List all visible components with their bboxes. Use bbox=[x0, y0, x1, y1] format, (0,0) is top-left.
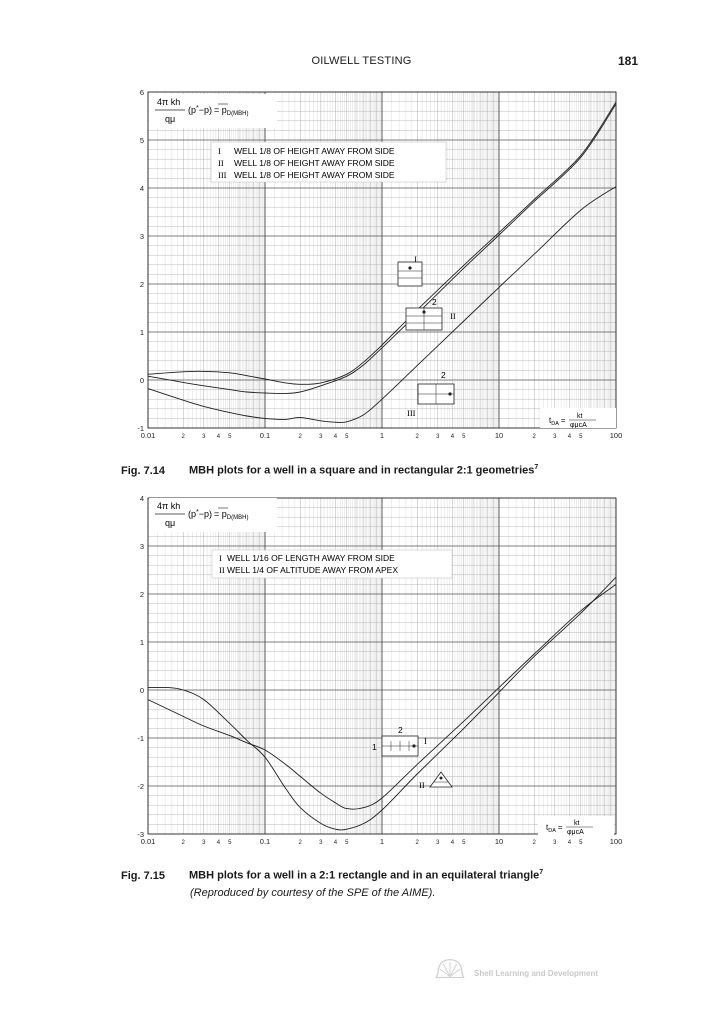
xlabel-eq: = bbox=[560, 416, 566, 425]
inset-label-II: II bbox=[419, 780, 425, 790]
xlabel-sub: DA bbox=[551, 421, 559, 427]
x-tick-label: 5 bbox=[462, 434, 466, 440]
legend-text-2: WELL 1/4 OF ALTITUDE AWAY FROM APEX bbox=[227, 565, 398, 575]
x-tick-label: 2 bbox=[298, 434, 302, 440]
x-tick-label: 5 bbox=[579, 434, 583, 440]
y-tick-label: 1 bbox=[139, 638, 144, 647]
formula-star: * bbox=[196, 105, 199, 112]
xlabel-denominator: φμcA bbox=[567, 829, 584, 836]
y-tick-label: 0 bbox=[139, 376, 144, 385]
x-tick-label: 2 bbox=[181, 434, 185, 440]
xlabel-t: t bbox=[546, 823, 549, 832]
x-axis-formula bbox=[538, 816, 614, 836]
caption-figure-number: Fig. 7.14 bbox=[121, 464, 166, 477]
xlabel-numerator: kt bbox=[577, 413, 583, 420]
formula-denominator: qμ bbox=[165, 114, 176, 124]
y-tick-labels bbox=[137, 494, 144, 839]
well-marker bbox=[440, 777, 443, 780]
x-tick-label: 0.1 bbox=[259, 837, 271, 846]
x-tick-label: 4 bbox=[567, 434, 572, 440]
formula-numerator: 4π kh bbox=[157, 501, 181, 511]
x-tick-label: 3 bbox=[319, 840, 323, 846]
x-tick-label: 4 bbox=[450, 840, 455, 846]
xlabel-t: t bbox=[549, 416, 552, 425]
x-tick-label: 0.01 bbox=[140, 837, 156, 846]
y-tick-label: 4 bbox=[139, 184, 144, 193]
formula-minus: − bbox=[198, 509, 205, 519]
inset-aspect-1: 1 bbox=[372, 742, 377, 752]
xlabel-denominator: φμcA bbox=[570, 422, 587, 429]
x-tick-label: 2 bbox=[532, 840, 536, 846]
y-tick-label: 3 bbox=[139, 542, 144, 551]
x-tick-label: 3 bbox=[202, 434, 206, 440]
x-tick-label: 2 bbox=[181, 840, 185, 846]
y-tick-label: 6 bbox=[139, 88, 144, 97]
formula-pbar: p) bbox=[204, 105, 213, 115]
y-tick-label: 0 bbox=[139, 686, 144, 695]
x-tick-label: 3 bbox=[553, 840, 557, 846]
x-tick-label: 4 bbox=[567, 840, 572, 846]
x-tick-label: 10 bbox=[494, 837, 504, 846]
y-tick-label: 2 bbox=[139, 590, 144, 599]
x-tick-label: 5 bbox=[345, 434, 349, 440]
x-tick-label: 4 bbox=[333, 840, 338, 846]
inset-rectangle-geometry bbox=[372, 725, 427, 756]
x-tick-label: 4 bbox=[216, 840, 221, 846]
inset-aspect-2a: 2 bbox=[432, 297, 437, 307]
inset-label-III: III bbox=[407, 408, 416, 418]
inset-label-I: I bbox=[424, 736, 427, 746]
y-tick-label: -1 bbox=[137, 734, 144, 743]
x-axis-formula bbox=[540, 408, 616, 429]
xlabel-numerator: kt bbox=[574, 820, 580, 827]
y-tick-label: 1 bbox=[139, 328, 144, 337]
well-marker bbox=[412, 744, 415, 747]
figure-7-14-caption bbox=[121, 464, 538, 477]
y-tick-label: 2 bbox=[139, 280, 144, 289]
x-tick-label: 2 bbox=[298, 840, 302, 846]
y-tick-label: 4 bbox=[139, 494, 144, 503]
caption-ref: 7 bbox=[539, 869, 544, 876]
y-tick-label: -2 bbox=[137, 782, 144, 791]
y-tick-label: -1 bbox=[137, 424, 144, 433]
x-tick-label: 5 bbox=[579, 840, 583, 846]
major-grid bbox=[148, 498, 616, 834]
legend-id-3: III bbox=[218, 170, 227, 180]
legend-id-1: I bbox=[219, 553, 222, 563]
legend bbox=[211, 142, 446, 182]
y-axis-formula bbox=[149, 94, 277, 128]
legend bbox=[212, 550, 452, 578]
y-tick-label: 3 bbox=[139, 232, 144, 241]
x-tick-label: 100 bbox=[609, 431, 623, 440]
xlabel-eq: = bbox=[557, 823, 563, 832]
inset-rectangle-geometry bbox=[406, 297, 456, 330]
y-tick-label: -3 bbox=[137, 830, 144, 839]
page-number: 181 bbox=[617, 54, 638, 68]
formula-sub: D(MBH) bbox=[226, 111, 249, 117]
figure-credit: (Reproduced by courtesy of the SPE of the AIME). bbox=[190, 887, 436, 899]
figure-7-14-chart bbox=[0, 82, 723, 452]
x-tick-label: 100 bbox=[609, 837, 623, 846]
formula-p: (p bbox=[188, 105, 197, 115]
formula-numerator: 4π kh bbox=[157, 97, 181, 107]
inset-aspect-2b: 2 bbox=[441, 370, 446, 380]
legend-text-3: WELL 1/8 OF HEIGHT AWAY FROM SIDE bbox=[234, 170, 395, 180]
x-tick-label: 3 bbox=[319, 434, 323, 440]
x-tick-label: 5 bbox=[345, 840, 349, 846]
x-tick-label: 2 bbox=[532, 434, 536, 440]
well-marker bbox=[422, 310, 425, 313]
x-tick-label: 5 bbox=[228, 434, 232, 440]
legend-text-1: WELL 1/16 OF LENGTH AWAY FROM SIDE bbox=[227, 553, 395, 563]
formula-minus: − bbox=[198, 105, 205, 115]
well-marker bbox=[448, 392, 451, 395]
legend-text-2: WELL 1/8 OF HEIGHT AWAY FROM SIDE bbox=[234, 158, 395, 168]
x-tick-label: 1 bbox=[379, 431, 385, 440]
legend-id-2: II bbox=[219, 565, 225, 575]
x-tick-label: 0.1 bbox=[259, 431, 271, 440]
xlabel-sub: DA bbox=[548, 828, 556, 834]
inset-label-II: II bbox=[450, 311, 456, 321]
x-tick-label: 3 bbox=[436, 840, 440, 846]
x-tick-label: 4 bbox=[216, 434, 221, 440]
formula-p: (p bbox=[188, 509, 197, 519]
x-tick-label: 10 bbox=[494, 431, 504, 440]
y-tick-labels bbox=[137, 88, 144, 433]
x-tick-label: 5 bbox=[228, 840, 232, 846]
legend-text-1: WELL 1/8 OF HEIGHT AWAY FROM SIDE bbox=[234, 146, 395, 156]
x-tick-labels bbox=[141, 837, 623, 846]
caption-ref: 7 bbox=[534, 464, 539, 471]
footer-brand: Shell Learning and Development bbox=[474, 969, 599, 978]
x-tick-label: 3 bbox=[553, 434, 557, 440]
running-head-title: OILWELL TESTING bbox=[311, 55, 412, 67]
x-tick-label: 2 bbox=[415, 840, 419, 846]
y-tick-label: 5 bbox=[139, 136, 144, 145]
inset-aspect-2: 2 bbox=[398, 725, 403, 735]
formula-pbar: p) bbox=[204, 509, 213, 519]
inset-label-I: I bbox=[414, 254, 417, 264]
inset-square-geometry bbox=[398, 254, 422, 286]
formula-denominator: qμ bbox=[165, 518, 176, 528]
legend-id-2: II bbox=[218, 158, 224, 168]
formula-sub: D(MBH) bbox=[226, 515, 249, 521]
figure-7-15-chart bbox=[0, 488, 723, 858]
formula-pd: = p bbox=[214, 509, 227, 519]
caption-text: MBH plots for a well in a 2:1 rectangle and in an equilateral triangle bbox=[189, 869, 540, 882]
x-tick-label: 4 bbox=[450, 434, 455, 440]
running-head bbox=[0, 54, 723, 70]
x-tick-label: 2 bbox=[415, 434, 419, 440]
legend-id-1: I bbox=[218, 146, 221, 156]
formula-pd: = p bbox=[214, 105, 227, 115]
x-tick-labels bbox=[141, 431, 623, 440]
x-tick-label: 0.01 bbox=[140, 431, 156, 440]
formula-star: * bbox=[196, 509, 199, 516]
figure-7-15-caption bbox=[121, 869, 543, 882]
shell-logo-icon bbox=[433, 955, 467, 983]
x-tick-label: 4 bbox=[333, 434, 338, 440]
x-tick-label: 3 bbox=[202, 840, 206, 846]
x-tick-label: 5 bbox=[462, 840, 466, 846]
well-marker bbox=[408, 266, 411, 269]
y-axis-formula bbox=[149, 498, 277, 532]
caption-text: MBH plots for a well in a square and in rectangular 2:1 geometries bbox=[189, 464, 535, 477]
caption-figure-number: Fig. 7.15 bbox=[121, 869, 166, 882]
x-tick-label: 3 bbox=[436, 434, 440, 440]
x-tick-label: 1 bbox=[379, 837, 385, 846]
